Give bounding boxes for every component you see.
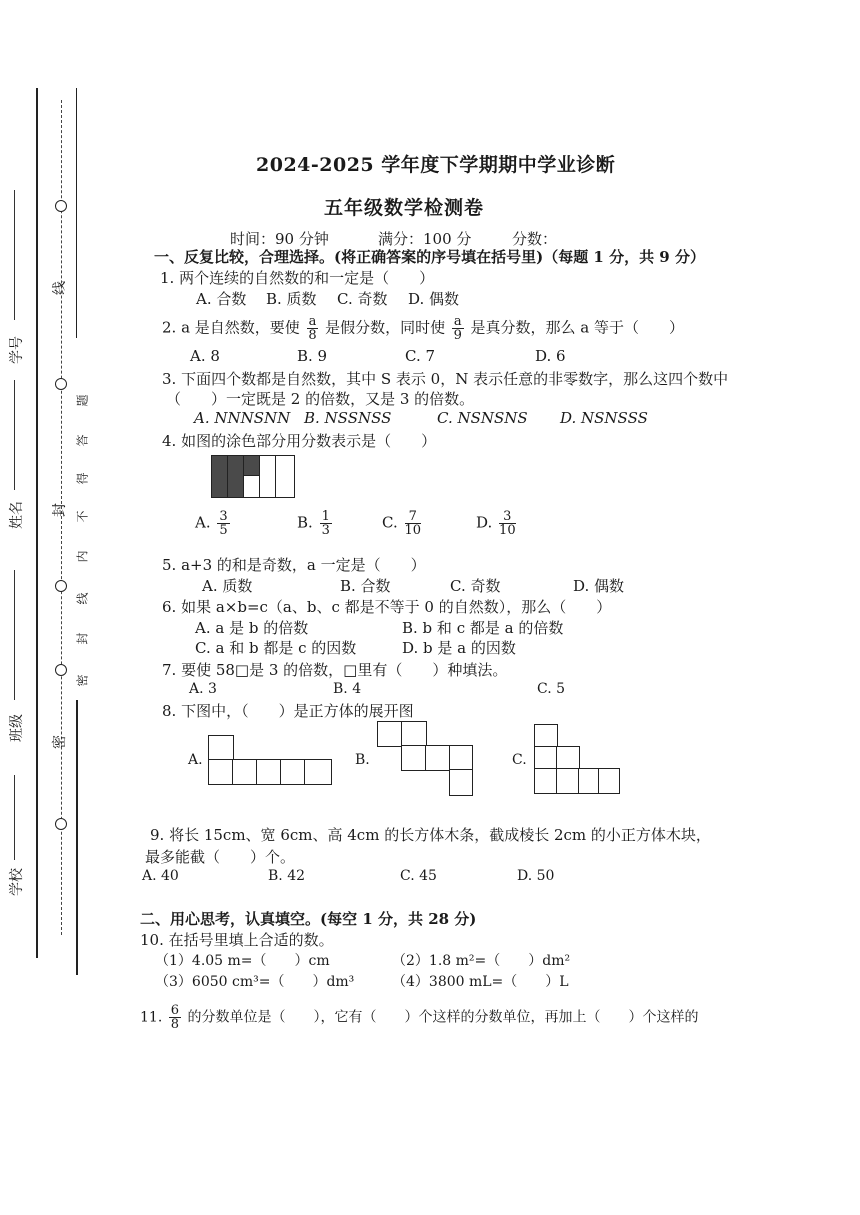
q7-option-b: B. 4 [333, 681, 362, 697]
q11-stem [140, 1004, 698, 1031]
q9-option-c: C. 45 [400, 868, 437, 884]
q3-stem-line2: （ ）一定既是 2 的倍数，又是 3 的倍数。 [166, 390, 475, 408]
seal-circle [55, 580, 67, 592]
section1-heading: 一、反复比较，合理选择。(将正确答案的序号填在括号里)（每题 1 分，共 9 分） [154, 248, 705, 266]
q11-fraction: $\frac{6}{8}$ [170, 1003, 179, 1032]
q5-option-a: A. 质数 [202, 577, 253, 595]
field-school-label: 学校 [9, 868, 25, 896]
seal-circle [55, 818, 67, 830]
seal-circle [55, 200, 67, 212]
q4-stem: 4. 如图的涂色部分用分数表示是（ ） [162, 432, 437, 450]
seal-circle [55, 378, 67, 390]
q5-option-c: C. 奇数 [450, 577, 501, 595]
q9-option-d: D. 50 [517, 868, 555, 884]
section2-heading: 二、用心思考，认真填空。(每空 1 分，共 28 分) [140, 910, 477, 928]
warning-char: 封 [75, 632, 90, 645]
exam-subtitle: 五年级数学检测卷 [324, 197, 485, 219]
q6-stem: 6. 如果 a×b=c（a、b、c 都是不等于 0 的自然数），那么（ ） [162, 598, 612, 616]
seal-circle [55, 664, 67, 676]
q1-stem: 1. 两个连续的自然数的和一定是（ ） [160, 269, 435, 287]
q11-number: 11. [140, 1009, 163, 1026]
exam-score: 分数： [512, 230, 558, 248]
field-name-blank [14, 380, 15, 490]
q2-fraction-1: $\frac{a}{8}$ [308, 314, 317, 343]
q3-option-d: D. NSNSSS [560, 409, 648, 427]
q8-option-c-label: C. [512, 752, 527, 768]
q2-stem-part-c: 是真分数，那么 a 等于（ ） [470, 318, 684, 337]
field-class-label: 班级 [9, 714, 25, 742]
q9-option-b: B. 42 [268, 868, 306, 884]
q4-option-b: B. $\frac{1}{3}$ [297, 509, 330, 538]
net-square [232, 759, 258, 785]
q4-option-a: A. $\frac{3}{5}$ [195, 509, 228, 538]
net-square [401, 745, 427, 771]
warning-char: 答 [75, 434, 90, 447]
warning-char: 线 [75, 592, 90, 605]
q2-stem [162, 315, 684, 342]
net-square [556, 768, 580, 794]
q6-option-b: B. b 和 c 都是 a 的倍数 [402, 619, 564, 637]
net-square [401, 721, 427, 747]
q3-option-c: C. NSNSNS [437, 409, 528, 427]
field-class-blank [14, 570, 15, 700]
exam-time: 时间：90 分钟 [230, 230, 329, 248]
q6-option-d: D. b 是 a 的因数 [402, 639, 516, 657]
net-square [208, 735, 234, 761]
q4-option-c: C. $\frac{7}{10}$ [382, 509, 422, 538]
net-square [377, 721, 403, 747]
binding-inner-line-upper [76, 88, 77, 338]
q2-option-a: A. 8 [190, 347, 220, 365]
q7-option-a: A. 3 [189, 681, 217, 697]
q3-stem-line1: 3. 下面四个数都是自然数，其中 S 表示 0，N 表示任意的非零数字，那么这四个数中 [162, 370, 729, 388]
q3-option-a: A. NNNSNN [194, 409, 291, 427]
q2-option-c: C. 7 [405, 347, 436, 365]
warning-char: 不 [75, 510, 90, 523]
warning-char: 内 [75, 550, 90, 563]
q9-stem-line2: 最多能截（ ）个。 [145, 848, 296, 866]
net-square [256, 759, 282, 785]
q8-stem: 8. 下图中，（ ）是正方体的展开图 [162, 702, 414, 720]
q8-net-a [208, 735, 332, 785]
q7-stem: 7. 要使 58□是 3 的倍数，□里有（ ）种填法。 [162, 661, 508, 679]
q1-option-d: D. 偶数 [408, 290, 460, 308]
q8-net-c [534, 724, 620, 794]
net-square [598, 768, 620, 794]
net-square [534, 724, 558, 748]
q10-item-2: （2）1.8 m²=（ ）dm² [392, 953, 571, 969]
q5-stem: 5. a+3 的和是奇数，a 一定是（ ） [162, 556, 426, 574]
exam-title: 2024-2025 学年度下学期期中学业诊断 [256, 154, 616, 176]
q10-item-4: （4）3800 mL=（ ）L [392, 974, 569, 990]
net-square [449, 745, 473, 771]
q9-stem-line1: 9. 将长 15cm、宽 6cm、高 4cm 的长方体木条，截成棱长 2cm 的小正方体木块， [150, 826, 711, 844]
q5-option-b: B. 合数 [340, 577, 391, 595]
q9-option-a: A. 40 [142, 868, 179, 884]
net-square [578, 768, 600, 794]
net-square [534, 746, 558, 770]
q2-stem-part-a: 2. a 是自然数，要使 [162, 318, 300, 337]
field-school-blank [14, 775, 15, 860]
seal-dashed-line [61, 100, 62, 935]
q2-fraction-2: $\frac{a}{9}$ [453, 314, 462, 343]
q11-text: 的分数单位是（ ），它有（ ）个这样的分数单位，再加上（ ）个这样的 [187, 1009, 699, 1026]
q10-item-1: （1）4.05 m=（ ）cm [155, 953, 330, 969]
q6-option-a: A. a 是 b 的倍数 [195, 619, 309, 637]
q8-option-b-label: B. [355, 752, 370, 768]
q1-option-a: A. 合数 [196, 290, 247, 308]
warning-char: 题 [75, 394, 90, 407]
q2-option-d: D. 6 [535, 347, 566, 365]
q2-stem-part-b: 是假分数，同时使 [325, 318, 446, 337]
q10-item-3: （3）6050 cm³=（ ）dm³ [155, 974, 355, 990]
seal-mark-seal: 封 [52, 503, 68, 517]
q8-option-a-label: A. [188, 752, 203, 768]
seal-mark-secret: 密 [52, 735, 68, 749]
net-square [449, 769, 473, 796]
q1-option-c: C. 奇数 [337, 290, 388, 308]
warning-char: 密 [75, 674, 90, 687]
q1-option-b: B. 质数 [266, 290, 317, 308]
field-student-id-label: 学号 [9, 336, 25, 364]
q7-option-c: C. 5 [537, 681, 566, 697]
net-square [208, 759, 234, 785]
q5-option-d: D. 偶数 [573, 577, 625, 595]
net-square [534, 768, 558, 794]
exam-full-score: 满分：100 分 [378, 230, 472, 248]
net-square [425, 745, 451, 771]
warning-char: 得 [75, 472, 90, 485]
q4-fraction-figure [211, 455, 295, 498]
binding-inner-line-lower [76, 700, 78, 975]
net-square [280, 759, 306, 785]
q10-stem: 10. 在括号里填上合适的数。 [140, 931, 334, 949]
field-student-id-blank [14, 190, 15, 320]
net-square [556, 746, 580, 770]
q4-option-d: D. $\frac{3}{10}$ [476, 509, 516, 538]
q3-option-b: B. NSSNSS [304, 409, 392, 427]
q6-option-c: C. a 和 b 都是 c 的因数 [195, 639, 357, 657]
net-square [304, 759, 332, 785]
figure-cell [275, 455, 295, 498]
field-name-label: 姓名 [9, 501, 25, 529]
q8-net-b [377, 721, 473, 796]
seal-mark-line: 线 [52, 281, 68, 295]
binding-outer-line [36, 88, 38, 958]
q2-option-b: B. 9 [297, 347, 328, 365]
